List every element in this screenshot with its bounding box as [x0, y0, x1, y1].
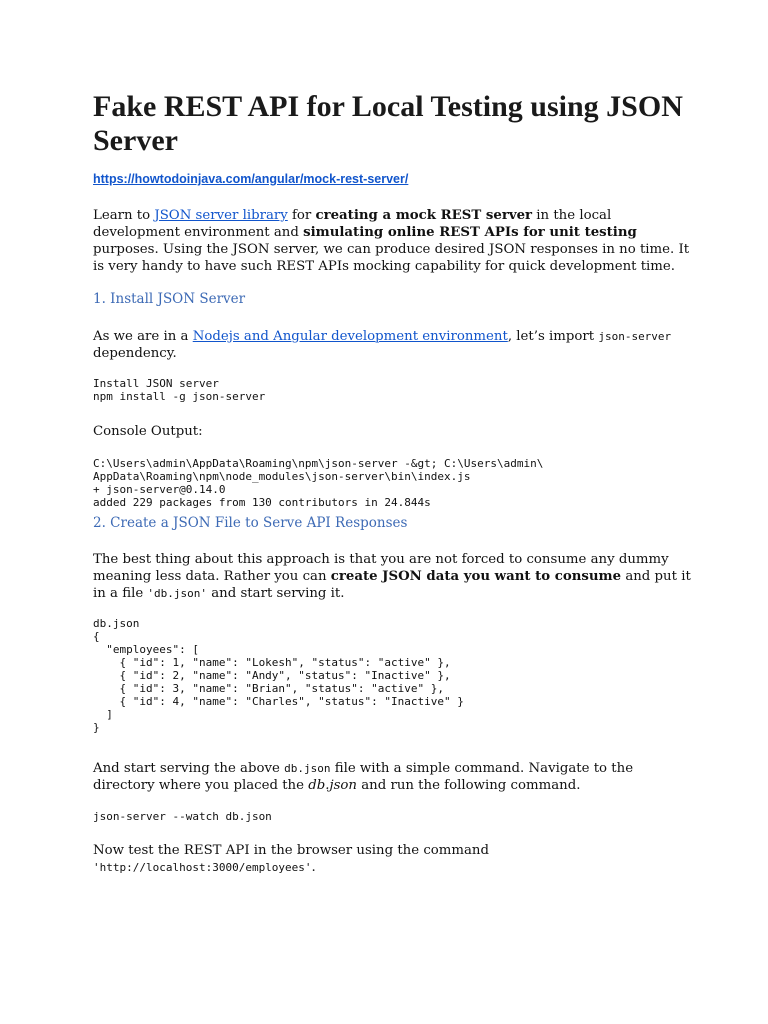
- test-paragraph: Now test the REST API in the browser using the command 'http://localhost:3000/employees'.: [93, 843, 490, 875]
- db-json-code-block: db.json { "employees": [ { "id": 1, "name": "Lokesh", "status": "active" }, { "id": 2, "name": "Andy", "status": "Inactive" }, { "id": 3, "name": "Brian", "status": "active" }, { "id": 4, "name": "Charles", "status": "Inactive" } ] }: [93, 617, 464, 734]
- watch-command-code-block: json-server --watch db.json: [93, 810, 272, 823]
- inline-code: 'db.json': [147, 587, 208, 600]
- section-2-paragraph: The best thing about this approach is that you are not forced to consume any dummy meaning less data. Rather you can create JSON data you want to consume and put it in a file 'db.json' and start serving it.: [93, 552, 691, 601]
- page-title: Fake REST API for Local Testing using JSON Server: [93, 90, 683, 157]
- section-2-heading: 2. Create a JSON File to Serve API Responses: [93, 515, 408, 531]
- nodejs-angular-link[interactable]: Nodejs and Angular development environment: [192, 329, 508, 344]
- intro-paragraph: Learn to JSON server library for creating a mock REST server in the local development environment and simulating online REST APIs for unit testing purposes. Using the JSON server, we can produce desired JSON responses in no time. It is very handy to have such REST APIs mocking capability for quick development time.: [93, 208, 690, 274]
- serve-paragraph: And start serving the above db.json file with a simple command. Navigate to the directory where you placed the db.json and run the following command.: [93, 761, 634, 793]
- localhost-url-code: 'http://localhost:3000/employees': [93, 861, 312, 874]
- source-url-link[interactable]: https://howtodoinjava.com/angular/mock-rest-server/: [93, 172, 409, 186]
- section-1-paragraph: As we are in a Nodejs and Angular development environment, let’s import json-server dependency.: [93, 329, 672, 361]
- console-output-label: Console Output:: [93, 424, 203, 439]
- json-server-library-link[interactable]: JSON server library: [154, 208, 288, 223]
- console-output-code-block: C:\Users\admin\AppData\Roaming\npm\json-server -&gt; C:\Users\admin\ AppData\Roaming\npm\node_modules\json-server\bin\index.js + json-server@0.14.0 added 229 packages from 130 contributors in 24.844s: [93, 457, 544, 509]
- inline-code: db.json: [284, 762, 331, 775]
- section-1-heading: 1. Install JSON Server: [93, 291, 246, 307]
- inline-code: json-server: [598, 330, 672, 343]
- install-code-block: Install JSON server npm install -g json-server: [93, 377, 266, 403]
